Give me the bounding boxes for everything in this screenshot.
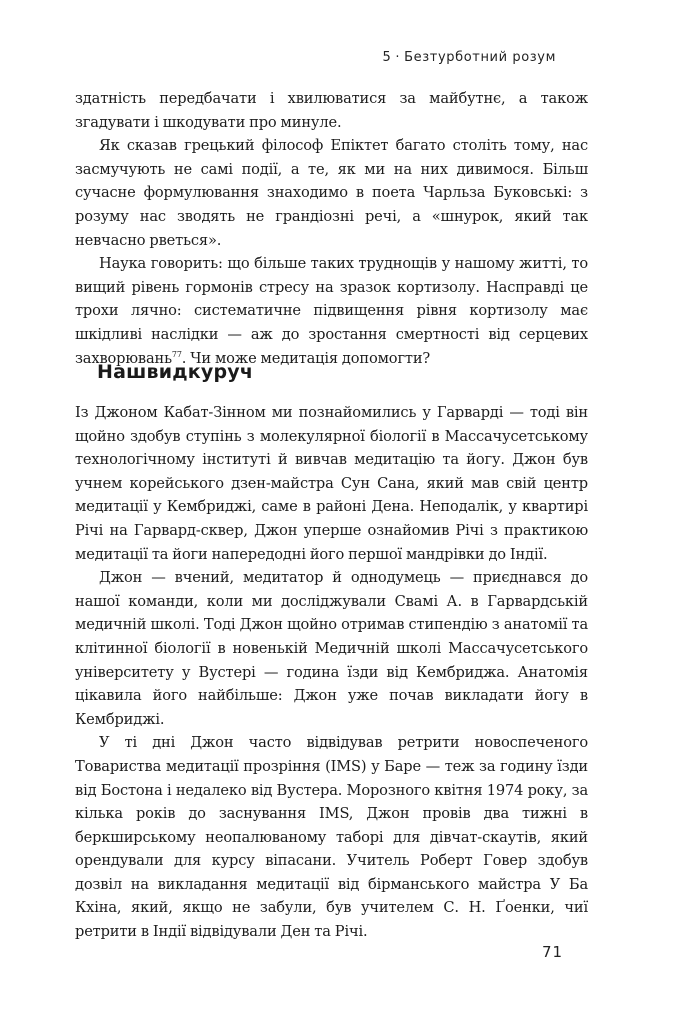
page-number: 71 [542, 943, 564, 961]
footnote-reference[interactable]: 77 [171, 349, 182, 359]
chapter-number: 5 [382, 50, 392, 65]
paragraph: Із Джоном Кабат-Зінном ми познайомились у Гарварді — тоді він щойно здобув ступінь з молекулярної біології в Массачусетському технологічному інституті й вивчав медитацію та йогу. Джон був учнем корейського дзен-майстра Сун Сана, який мав свій центр медитації у Кембриджі, саме в районі Дена. Неподалік, у квартирі Річі на Гарвард-сквер, Джон уперше ознайомив Річі з практикою медитації та йоги напередодні його першої мандрівки до Індії. [75, 404, 588, 563]
body-text-bottom [75, 401, 588, 944]
paragraph: Як сказав грецький філософ Епіктет багато століть тому, нас засмучують не самі події, а те, як ми на них дивимося. Більш сучасне формулювання знаходимо в поета Чарльза Буковські: з розуму нас зводять не грандіозні речі, а «шнурок, який так невчасно рветься». [75, 137, 588, 249]
paragraph-text-continued: . Чи може медитація допомогти? [181, 349, 431, 367]
paragraph-text: Наука говорить: що більше таких труднощів у нашому житті, то вищий рівень гормонів стресу на зразок кортизолу. Насправді це трохи лячно: систематичне підвищення рівня кортизолу має шкідливі наслідки — аж до зростання смертності від серцевих захворювань [75, 255, 588, 367]
chapter-title: Безтурботний розум [404, 50, 556, 65]
paragraph: Джон — вчений, медитатор й однодумець — приєднався до нашої команди, коли ми досліджували Свамі А. в Гарвардській медичній школі. Тоді Джон щойно отримав стипендію з анатомії та клітинної біології в новенькій Медичній школі Массачусетського університету у Вустері — година їзди від Кембриджа. Анатомія цікавила його найбільше: Джон уже почав викладати йогу в Кембриджі. [75, 569, 588, 728]
running-head [383, 50, 556, 65]
section-heading: Нашвидкуруч [97, 361, 254, 383]
paragraph [75, 252, 588, 370]
running-head-separator: · [395, 50, 401, 65]
body-text-top [75, 87, 588, 370]
paragraph: У ті дні Джон часто відвідував ретрити новоспеченого Товариства медитації прозріння (IMS) у Баре — теж за годину їзди від Бостона і недалеко від Вустера. Морозного квітня 1974 року, за кілька років до заснування IMS, Джон провів два тижні в беркширському неопалюваному таборі для дівчат-скаутів, який орендували для курсу віпасани. Учитель Роберт Говер здобув дозвіл на викладання медитації від бірманського майстра У Ба Кхіна, який, якщо не забули, був учителем С. Н. Ґоенки, чиї ретрити в Індії відвідували Ден та Річі. [75, 734, 588, 941]
paragraph: здатність передбачати і хвилюватися за майбутнє, а також згадувати і шкодувати про минуле. [75, 90, 588, 131]
